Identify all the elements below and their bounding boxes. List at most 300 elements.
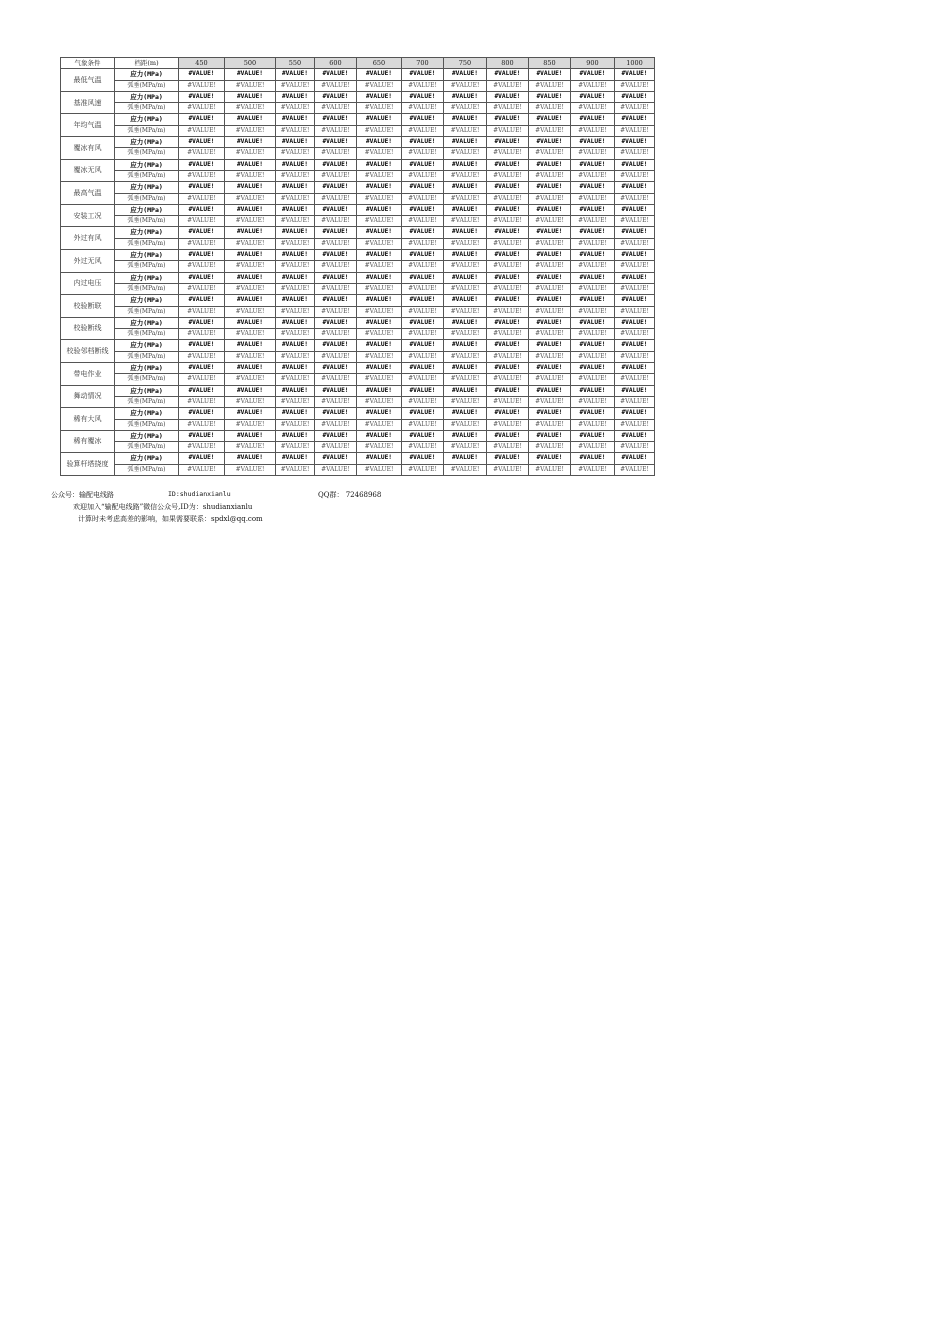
sag-value-cell: #VALUE! <box>615 419 655 430</box>
stress-value-cell: #VALUE! <box>179 408 225 419</box>
sag-value-cell: #VALUE! <box>179 306 225 317</box>
condition-label: 舞动情况 <box>61 385 115 408</box>
sag-value-cell: #VALUE! <box>529 306 571 317</box>
stress-value-cell: #VALUE! <box>357 91 402 102</box>
stress-value-cell: #VALUE! <box>487 91 529 102</box>
stress-value-cell: #VALUE! <box>529 91 571 102</box>
stress-value-cell: #VALUE! <box>529 272 571 283</box>
stress-value-cell: #VALUE! <box>444 363 487 374</box>
table-row-sag <box>61 80 655 91</box>
sag-value-cell: #VALUE! <box>444 306 487 317</box>
sag-value-cell: #VALUE! <box>402 193 444 204</box>
span-value-header: 500 <box>225 58 276 69</box>
stress-value-cell: #VALUE! <box>276 227 315 238</box>
sag-value-cell: #VALUE! <box>615 193 655 204</box>
sag-value-cell: #VALUE! <box>276 148 315 159</box>
sag-value-cell: #VALUE! <box>615 125 655 136</box>
sag-value-cell: #VALUE! <box>276 396 315 407</box>
sag-value-cell: #VALUE! <box>529 464 571 475</box>
condition-label: 外过无风 <box>61 250 115 273</box>
sag-value-cell: #VALUE! <box>315 125 357 136</box>
stress-value-cell: #VALUE! <box>357 159 402 170</box>
stress-label: 应力(MPa) <box>115 204 179 215</box>
span-header: 档距(m) <box>115 58 179 69</box>
sag-label: 弧垂(MPa/m) <box>115 329 179 340</box>
span-value-header: 650 <box>357 58 402 69</box>
sag-value-cell: #VALUE! <box>444 261 487 272</box>
sag-value-cell: #VALUE! <box>571 329 615 340</box>
stress-value-cell: #VALUE! <box>315 363 357 374</box>
stress-value-cell: #VALUE! <box>444 227 487 238</box>
sag-value-cell: #VALUE! <box>529 419 571 430</box>
stress-value-cell: #VALUE! <box>179 295 225 306</box>
condition-label: 稀有大风 <box>61 408 115 431</box>
sag-value-cell: #VALUE! <box>225 351 276 362</box>
table-row-stress <box>61 250 655 261</box>
sag-value-cell: #VALUE! <box>487 125 529 136</box>
stress-value-cell: #VALUE! <box>487 69 529 80</box>
sag-value-cell: #VALUE! <box>487 351 529 362</box>
stress-value-cell: #VALUE! <box>276 204 315 215</box>
stress-value-cell: #VALUE! <box>529 317 571 328</box>
sag-label: 弧垂(MPa/m) <box>115 103 179 114</box>
sag-value-cell: #VALUE! <box>179 238 225 249</box>
sag-value-cell: #VALUE! <box>571 261 615 272</box>
table-row-sag <box>61 419 655 430</box>
sag-value-cell: #VALUE! <box>444 80 487 91</box>
sag-value-cell: #VALUE! <box>615 464 655 475</box>
stress-value-cell: #VALUE! <box>315 227 357 238</box>
sag-value-cell: #VALUE! <box>487 170 529 181</box>
stress-value-cell: #VALUE! <box>225 363 276 374</box>
sag-value-cell: #VALUE! <box>487 261 529 272</box>
span-value-header: 750 <box>444 58 487 69</box>
stress-value-cell: #VALUE! <box>315 114 357 125</box>
stress-value-cell: #VALUE! <box>276 114 315 125</box>
sag-value-cell: #VALUE! <box>225 261 276 272</box>
stress-value-cell: #VALUE! <box>276 69 315 80</box>
sag-value-cell: #VALUE! <box>615 442 655 453</box>
sag-value-cell: #VALUE! <box>402 442 444 453</box>
footer-calc-note: 计算时未考虑高差的影响，如果需要联系：spdxl@qq.com <box>78 515 263 523</box>
sag-value-cell: #VALUE! <box>225 329 276 340</box>
sag-value-cell: #VALUE! <box>357 103 402 114</box>
stress-value-cell: #VALUE! <box>444 295 487 306</box>
stress-value-cell: #VALUE! <box>529 363 571 374</box>
stress-value-cell: #VALUE! <box>487 204 529 215</box>
sag-value-cell: #VALUE! <box>179 351 225 362</box>
sag-value-cell: #VALUE! <box>615 170 655 181</box>
sag-value-cell: #VALUE! <box>402 329 444 340</box>
stress-value-cell: #VALUE! <box>615 408 655 419</box>
sag-value-cell: #VALUE! <box>571 442 615 453</box>
condition-label: 最低气温 <box>61 69 115 92</box>
condition-header: 气象条件 <box>61 58 115 69</box>
table-row-sag <box>61 103 655 114</box>
sag-value-cell: #VALUE! <box>529 396 571 407</box>
stress-value-cell: #VALUE! <box>571 453 615 464</box>
stress-value-cell: #VALUE! <box>225 250 276 261</box>
condition-label: 带电作业 <box>61 363 115 386</box>
stress-value-cell: #VALUE! <box>529 385 571 396</box>
sag-value-cell: #VALUE! <box>487 442 529 453</box>
stress-value-cell: #VALUE! <box>225 430 276 441</box>
table-row-sag <box>61 396 655 407</box>
stress-value-cell: #VALUE! <box>444 159 487 170</box>
sag-value-cell: #VALUE! <box>276 80 315 91</box>
table-row-sag <box>61 329 655 340</box>
stress-value-cell: #VALUE! <box>276 137 315 148</box>
stress-value-cell: #VALUE! <box>315 91 357 102</box>
sag-value-cell: #VALUE! <box>529 216 571 227</box>
table-row-sag <box>61 374 655 385</box>
stress-value-cell: #VALUE! <box>315 182 357 193</box>
stress-value-cell: #VALUE! <box>444 408 487 419</box>
sag-value-cell: #VALUE! <box>276 464 315 475</box>
result-table <box>60 57 655 476</box>
stress-value-cell: #VALUE! <box>357 295 402 306</box>
sag-value-cell: #VALUE! <box>615 261 655 272</box>
stress-value-cell: #VALUE! <box>444 250 487 261</box>
sag-value-cell: #VALUE! <box>444 238 487 249</box>
sag-value-cell: #VALUE! <box>571 80 615 91</box>
stress-value-cell: #VALUE! <box>571 227 615 238</box>
stress-value-cell: #VALUE! <box>179 363 225 374</box>
stress-value-cell: #VALUE! <box>571 317 615 328</box>
stress-value-cell: #VALUE! <box>179 317 225 328</box>
stress-value-cell: #VALUE! <box>571 91 615 102</box>
stress-value-cell: #VALUE! <box>276 250 315 261</box>
span-value-header: 550 <box>276 58 315 69</box>
stress-value-cell: #VALUE! <box>529 114 571 125</box>
stress-value-cell: #VALUE! <box>444 272 487 283</box>
sag-value-cell: #VALUE! <box>315 148 357 159</box>
stress-value-cell: #VALUE! <box>276 363 315 374</box>
condition-label: 最高气温 <box>61 182 115 205</box>
stress-value-cell: #VALUE! <box>357 69 402 80</box>
stress-value-cell: #VALUE! <box>615 182 655 193</box>
sag-value-cell: #VALUE! <box>615 396 655 407</box>
stress-value-cell: #VALUE! <box>225 272 276 283</box>
sag-value-cell: #VALUE! <box>179 216 225 227</box>
sag-value-cell: #VALUE! <box>487 464 529 475</box>
sag-value-cell: #VALUE! <box>529 80 571 91</box>
sag-value-cell: #VALUE! <box>444 103 487 114</box>
stress-value-cell: #VALUE! <box>444 340 487 351</box>
stress-value-cell: #VALUE! <box>571 363 615 374</box>
sag-value-cell: #VALUE! <box>179 419 225 430</box>
footer-welcome-note: 欢迎加入“输配电线路”微信公众号,ID为：shudianxianlu <box>73 503 253 511</box>
table-row-sag <box>61 306 655 317</box>
sag-value-cell: #VALUE! <box>444 216 487 227</box>
table-row-stress <box>61 363 655 374</box>
sag-value-cell: #VALUE! <box>315 103 357 114</box>
condition-label: 内过电压 <box>61 272 115 295</box>
sag-label: 弧垂(MPa/m) <box>115 351 179 362</box>
sag-value-cell: #VALUE! <box>225 396 276 407</box>
sag-value-cell: #VALUE! <box>315 216 357 227</box>
stress-value-cell: #VALUE! <box>571 69 615 80</box>
sag-value-cell: #VALUE! <box>402 170 444 181</box>
stress-value-cell: #VALUE! <box>225 317 276 328</box>
sag-value-cell: #VALUE! <box>225 464 276 475</box>
sag-value-cell: #VALUE! <box>357 261 402 272</box>
sag-value-cell: #VALUE! <box>276 442 315 453</box>
table-row-stress <box>61 114 655 125</box>
sag-value-cell: #VALUE! <box>357 329 402 340</box>
stress-value-cell: #VALUE! <box>276 159 315 170</box>
sag-value-cell: #VALUE! <box>402 396 444 407</box>
sag-value-cell: #VALUE! <box>487 396 529 407</box>
table-row-stress <box>61 317 655 328</box>
stress-value-cell: #VALUE! <box>487 114 529 125</box>
stress-value-cell: #VALUE! <box>487 385 529 396</box>
stress-value-cell: #VALUE! <box>402 272 444 283</box>
stress-label: 应力(MPa) <box>115 182 179 193</box>
stress-value-cell: #VALUE! <box>225 204 276 215</box>
table-row-stress <box>61 91 655 102</box>
stress-value-cell: #VALUE! <box>315 295 357 306</box>
sag-value-cell: #VALUE! <box>615 306 655 317</box>
stress-value-cell: #VALUE! <box>225 408 276 419</box>
condition-label: 验算杆塔挠度 <box>61 453 115 476</box>
stress-label: 应力(MPa) <box>115 227 179 238</box>
stress-value-cell: #VALUE! <box>357 340 402 351</box>
stress-value-cell: #VALUE! <box>529 137 571 148</box>
table-row-stress <box>61 137 655 148</box>
stress-value-cell: #VALUE! <box>225 114 276 125</box>
sag-value-cell: #VALUE! <box>315 170 357 181</box>
stress-value-cell: #VALUE! <box>444 317 487 328</box>
stress-value-cell: #VALUE! <box>276 453 315 464</box>
stress-value-cell: #VALUE! <box>276 182 315 193</box>
stress-value-cell: #VALUE! <box>615 91 655 102</box>
stress-label: 应力(MPa) <box>115 137 179 148</box>
table-row-stress <box>61 69 655 80</box>
sag-value-cell: #VALUE! <box>179 283 225 294</box>
stress-value-cell: #VALUE! <box>487 137 529 148</box>
stress-value-cell: #VALUE! <box>179 453 225 464</box>
stress-value-cell: #VALUE! <box>357 317 402 328</box>
sag-value-cell: #VALUE! <box>571 419 615 430</box>
stress-label: 应力(MPa) <box>115 430 179 441</box>
sag-value-cell: #VALUE! <box>179 442 225 453</box>
stress-value-cell: #VALUE! <box>529 69 571 80</box>
sag-value-cell: #VALUE! <box>276 374 315 385</box>
sag-value-cell: #VALUE! <box>402 125 444 136</box>
stress-value-cell: #VALUE! <box>444 385 487 396</box>
sag-value-cell: #VALUE! <box>487 306 529 317</box>
sag-value-cell: #VALUE! <box>444 283 487 294</box>
condition-label: 稀有覆冰 <box>61 430 115 453</box>
stress-value-cell: #VALUE! <box>571 159 615 170</box>
sag-value-cell: #VALUE! <box>571 170 615 181</box>
sag-label: 弧垂(MPa/m) <box>115 419 179 430</box>
stress-value-cell: #VALUE! <box>402 69 444 80</box>
stress-value-cell: #VALUE! <box>487 317 529 328</box>
sag-value-cell: #VALUE! <box>487 374 529 385</box>
stress-value-cell: #VALUE! <box>571 430 615 441</box>
sag-value-cell: #VALUE! <box>357 283 402 294</box>
table-row-stress <box>61 295 655 306</box>
stress-value-cell: #VALUE! <box>487 272 529 283</box>
table-row-stress <box>61 453 655 464</box>
sag-value-cell: #VALUE! <box>529 374 571 385</box>
condition-label: 年均气温 <box>61 114 115 137</box>
stress-value-cell: #VALUE! <box>615 69 655 80</box>
stress-value-cell: #VALUE! <box>315 272 357 283</box>
sag-value-cell: #VALUE! <box>615 283 655 294</box>
footer-wechat-account: 公众号：输配电线路 <box>51 491 114 499</box>
stress-value-cell: #VALUE! <box>225 69 276 80</box>
stress-value-cell: #VALUE! <box>276 91 315 102</box>
sag-value-cell: #VALUE! <box>529 125 571 136</box>
stress-value-cell: #VALUE! <box>487 453 529 464</box>
stress-value-cell: #VALUE! <box>615 227 655 238</box>
stress-value-cell: #VALUE! <box>225 453 276 464</box>
stress-value-cell: #VALUE! <box>571 182 615 193</box>
stress-label: 应力(MPa) <box>115 69 179 80</box>
sag-label: 弧垂(MPa/m) <box>115 283 179 294</box>
table-row-stress <box>61 408 655 419</box>
sag-value-cell: #VALUE! <box>444 419 487 430</box>
stress-value-cell: #VALUE! <box>276 385 315 396</box>
sag-value-cell: #VALUE! <box>571 351 615 362</box>
sag-value-cell: #VALUE! <box>529 351 571 362</box>
table-row-sag <box>61 464 655 475</box>
stress-value-cell: #VALUE! <box>276 295 315 306</box>
condition-label: 校验断联 <box>61 295 115 318</box>
condition-label: 基准风速 <box>61 91 115 114</box>
sag-label: 弧垂(MPa/m) <box>115 148 179 159</box>
stress-value-cell: #VALUE! <box>487 227 529 238</box>
stress-value-cell: #VALUE! <box>357 250 402 261</box>
sag-value-cell: #VALUE! <box>225 283 276 294</box>
stress-value-cell: #VALUE! <box>276 430 315 441</box>
sag-value-cell: #VALUE! <box>357 125 402 136</box>
sag-value-cell: #VALUE! <box>402 464 444 475</box>
stress-value-cell: #VALUE! <box>615 430 655 441</box>
footer-qq-group: QQ群： 72468968 <box>318 491 382 499</box>
sag-value-cell: #VALUE! <box>315 329 357 340</box>
stress-value-cell: #VALUE! <box>402 91 444 102</box>
stress-value-cell: #VALUE! <box>402 159 444 170</box>
stress-value-cell: #VALUE! <box>615 250 655 261</box>
stress-value-cell: #VALUE! <box>276 317 315 328</box>
stress-value-cell: #VALUE! <box>571 250 615 261</box>
stress-value-cell: #VALUE! <box>402 137 444 148</box>
sag-value-cell: #VALUE! <box>179 125 225 136</box>
stress-value-cell: #VALUE! <box>615 453 655 464</box>
sag-value-cell: #VALUE! <box>571 125 615 136</box>
sag-value-cell: #VALUE! <box>357 238 402 249</box>
stress-value-cell: #VALUE! <box>529 295 571 306</box>
stress-value-cell: #VALUE! <box>357 453 402 464</box>
sag-value-cell: #VALUE! <box>179 103 225 114</box>
sag-value-cell: #VALUE! <box>571 396 615 407</box>
stress-value-cell: #VALUE! <box>179 272 225 283</box>
sag-value-cell: #VALUE! <box>487 329 529 340</box>
sag-value-cell: #VALUE! <box>276 306 315 317</box>
sag-value-cell: #VALUE! <box>357 442 402 453</box>
sag-value-cell: #VALUE! <box>179 396 225 407</box>
stress-label: 应力(MPa) <box>115 408 179 419</box>
sag-value-cell: #VALUE! <box>402 148 444 159</box>
sag-value-cell: #VALUE! <box>444 464 487 475</box>
sag-value-cell: #VALUE! <box>571 103 615 114</box>
stress-value-cell: #VALUE! <box>444 430 487 441</box>
stress-value-cell: #VALUE! <box>487 340 529 351</box>
stress-value-cell: #VALUE! <box>402 385 444 396</box>
stress-value-cell: #VALUE! <box>402 363 444 374</box>
stress-value-cell: #VALUE! <box>487 430 529 441</box>
sag-value-cell: #VALUE! <box>179 193 225 204</box>
table-row-stress <box>61 204 655 215</box>
condition-label: 覆冰有风 <box>61 137 115 160</box>
stress-value-cell: #VALUE! <box>529 250 571 261</box>
sag-label: 弧垂(MPa/m) <box>115 306 179 317</box>
sag-value-cell: #VALUE! <box>571 148 615 159</box>
stress-value-cell: #VALUE! <box>402 250 444 261</box>
sag-value-cell: #VALUE! <box>402 261 444 272</box>
span-value-header: 800 <box>487 58 529 69</box>
stress-value-cell: #VALUE! <box>315 408 357 419</box>
sag-value-cell: #VALUE! <box>225 170 276 181</box>
stress-label: 应力(MPa) <box>115 159 179 170</box>
sag-value-cell: #VALUE! <box>315 261 357 272</box>
condition-label: 安装工况 <box>61 204 115 227</box>
sag-value-cell: #VALUE! <box>357 170 402 181</box>
sag-value-cell: #VALUE! <box>357 80 402 91</box>
stress-value-cell: #VALUE! <box>225 227 276 238</box>
sag-value-cell: #VALUE! <box>357 396 402 407</box>
stress-value-cell: #VALUE! <box>315 159 357 170</box>
stress-value-cell: #VALUE! <box>179 204 225 215</box>
stress-value-cell: #VALUE! <box>225 91 276 102</box>
sag-value-cell: #VALUE! <box>276 216 315 227</box>
sag-value-cell: #VALUE! <box>444 442 487 453</box>
stress-value-cell: #VALUE! <box>615 363 655 374</box>
sag-value-cell: #VALUE! <box>571 464 615 475</box>
sag-value-cell: #VALUE! <box>571 283 615 294</box>
table-row-sag <box>61 193 655 204</box>
sag-label: 弧垂(MPa/m) <box>115 261 179 272</box>
stress-value-cell: #VALUE! <box>225 385 276 396</box>
sag-value-cell: #VALUE! <box>276 419 315 430</box>
sag-value-cell: #VALUE! <box>357 374 402 385</box>
sag-value-cell: #VALUE! <box>357 216 402 227</box>
sag-value-cell: #VALUE! <box>402 283 444 294</box>
sag-value-cell: #VALUE! <box>179 80 225 91</box>
sag-value-cell: #VALUE! <box>402 374 444 385</box>
condition-label: 覆冰无风 <box>61 159 115 182</box>
sag-value-cell: #VALUE! <box>615 80 655 91</box>
sag-value-cell: #VALUE! <box>529 193 571 204</box>
stress-value-cell: #VALUE! <box>615 114 655 125</box>
stress-value-cell: #VALUE! <box>315 69 357 80</box>
stress-value-cell: #VALUE! <box>357 430 402 441</box>
stress-value-cell: #VALUE! <box>276 408 315 419</box>
stress-value-cell: #VALUE! <box>487 363 529 374</box>
sag-value-cell: #VALUE! <box>225 374 276 385</box>
stress-value-cell: #VALUE! <box>357 385 402 396</box>
sag-value-cell: #VALUE! <box>315 193 357 204</box>
sag-value-cell: #VALUE! <box>529 103 571 114</box>
sag-value-cell: #VALUE! <box>571 238 615 249</box>
stress-value-cell: #VALUE! <box>357 363 402 374</box>
sag-value-cell: #VALUE! <box>615 329 655 340</box>
sag-value-cell: #VALUE! <box>487 216 529 227</box>
